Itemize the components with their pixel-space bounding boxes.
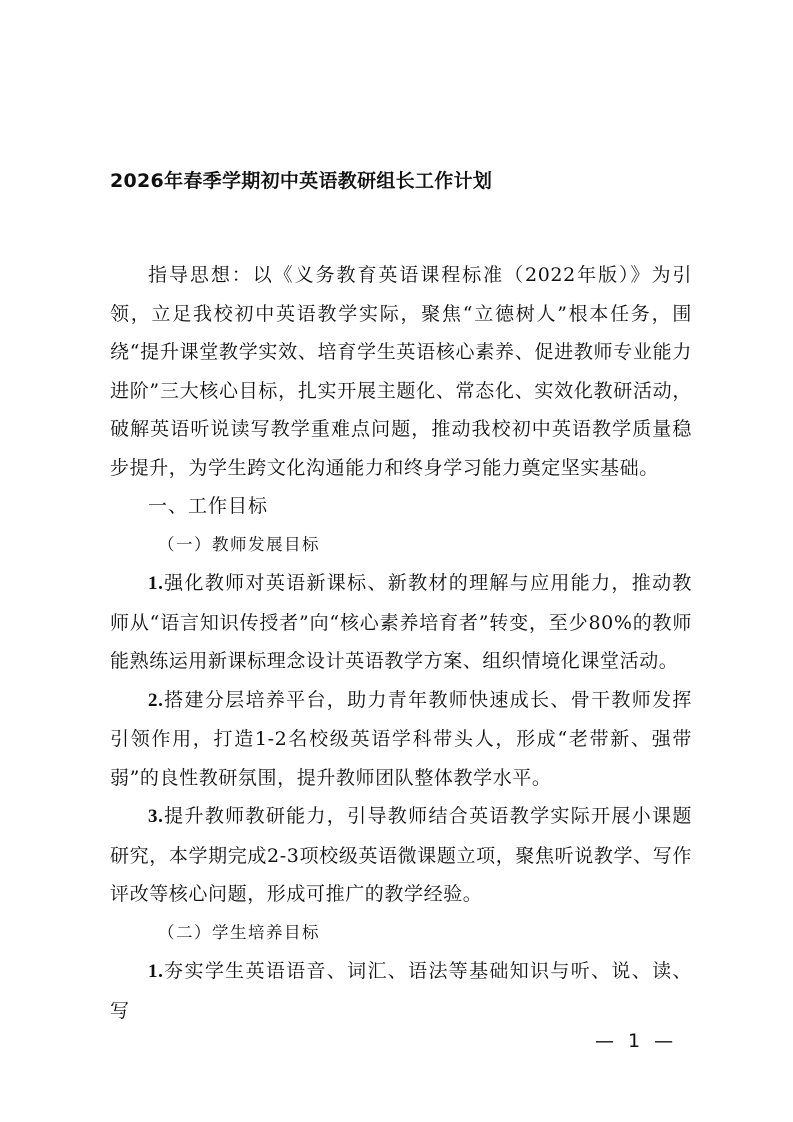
subsection-heading-teacher: （一）教师发展目标 — [158, 534, 320, 554]
list-item — [110, 564, 692, 681]
item-text: 搭建分层培养平台，助力青年教师快速成长、骨干教师发挥引领作用，打造1-2名校级英语学科带头人，形成“老带新、强带弱”的良性教研氛围，提升教师团队整体教学水平。 — [110, 688, 692, 789]
intro-paragraph: 指导思想：以《义务教育英语课程标准（2022年版）》为引领，立足我校初中英语教学实际，聚焦“立德树人”根本任务，围绕“提升课堂教学实效、培育学生英语核心素养、促进教师专业能力进阶”三大核心目标，扎实开展主题化、常态化、实效化教研活动，破解英语听说读写教学重难点问题，推动我校初中英语教学质量稳步提升，为学生跨文化沟通能力和终身学习能力奠定坚实基础。 — [110, 264, 692, 479]
item-number: 1. — [148, 961, 164, 982]
section-heading-goals: 一、工作目标 — [148, 495, 269, 517]
item-text: 强化教师对英语新课标、新教材的理解与应用能力，推动教师从“语言知识传授者”向“核心素养培育者”转变，至少80%的教师能熟练运用新课标理念设计英语教学方案、组织情境化课堂活动。 — [110, 572, 692, 672]
subsection-heading-student: （二）学生培养目标 — [158, 922, 320, 942]
item-text: 夯实学生英语语音、词汇、语法等基础知识与听、说、读、写 — [110, 960, 692, 1022]
item-number: 3. — [148, 806, 164, 827]
item-number: 1. — [148, 573, 164, 594]
list-item — [110, 797, 692, 914]
document-title: 2026年春季学期初中英语教研组长工作计划 — [110, 170, 493, 192]
item-text: 提升教师教研能力，引导教师结合英语教学实际开展小课题研究，本学期完成2-3项校级英语微课题立项，聚焦听说教学、写作评改等核心问题，形成可推广的教学经验。 — [110, 805, 692, 905]
item-number: 2. — [148, 689, 164, 711]
document-body — [110, 256, 692, 1030]
list-item — [110, 952, 692, 1030]
list-item — [110, 681, 692, 798]
page-number: — 1 — — [595, 1030, 678, 1052]
